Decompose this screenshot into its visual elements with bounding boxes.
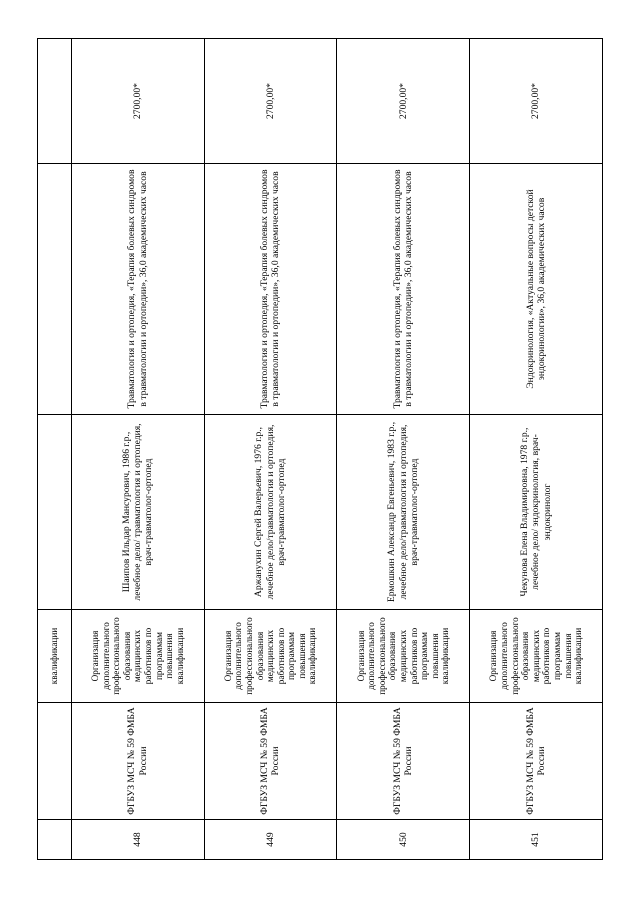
row-course: Эндокринология, «Актуальные вопросы детской эндокринологии», 36,0 академических часов [470,164,603,415]
header-cell-course [38,164,72,415]
row-price: 2700,00* [204,39,337,164]
header-cell-number [38,820,72,860]
row-number: 451 [470,820,603,860]
table-row [71,39,204,860]
row-number: 450 [337,820,470,860]
header-cell-organization [38,703,72,820]
row-organization: ФГБУЗ МСЧ № 59 ФМБА России [470,703,603,820]
row-course: Травматология и ортопедия, «Терапия болевых синдромов в травматологии и ортопедии», 36,0 академических часов [204,164,337,415]
table-row [470,39,603,860]
training-table [37,38,603,860]
row-program-type: Организация дополнительного профессионального образования медицинских работников по программам повышения квалификации [470,610,603,703]
header-cell-price [38,39,72,164]
row-price: 2700,00* [71,39,204,164]
row-person: Чекунова Елена Владимировна, 1978 г.р., лечебное дело/ эндокринология, врач-эндокринолог [470,415,603,610]
header-cell-person [38,415,72,610]
row-organization: ФГБУЗ МСЧ № 59 ФМБА России [337,703,470,820]
row-course: Травматология и ортопедия, «Терапия болевых синдромов в травматологии и ортопедии», 36,0 академических часов [71,164,204,415]
row-program-type: Организация дополнительного профессионального образования медицинских работников по программам повышения квалификации [71,610,204,703]
row-program-type: Организация дополнительного профессионального образования медицинских работников по программам повышения квалификации [337,610,470,703]
row-price: 2700,00* [470,39,603,164]
row-person: Аржанухин Сергей Валерьевич, 1976 г.р., лечебное дело/травматология и ортопедия, врач-травматолог-ортопед [204,415,337,610]
row-price: 2700,00* [337,39,470,164]
row-person: Шаипов Ильдар Мансурович, 1986 г.р., лечебное дело/ травматология и ортопедия, врач-травматолог-ортопед [71,415,204,610]
row-number: 448 [71,820,204,860]
table-row [204,39,337,860]
rotated-document-page [37,42,603,860]
row-course: Травматология и ортопедия, «Терапия болевых синдромов в травматологии и ортопедии», 36,0 академических часов [337,164,470,415]
row-organization: ФГБУЗ МСЧ № 59 ФМБА России [71,703,204,820]
row-organization: ФГБУЗ МСЧ № 59 ФМБА России [204,703,337,820]
row-program-type: Организация дополнительного профессионального образования медицинских работников по программам повышения квалификации [204,610,337,703]
table-header-continuation-row [38,39,72,860]
table-row [337,39,470,860]
row-person: Ермошкин Александр Евгеньевич, 1983 г.р., лечебное дело/травматология и ортопедия, врач-травматолог-ортопед [337,415,470,610]
row-number: 449 [204,820,337,860]
header-cell-program: квалификации [38,610,72,703]
